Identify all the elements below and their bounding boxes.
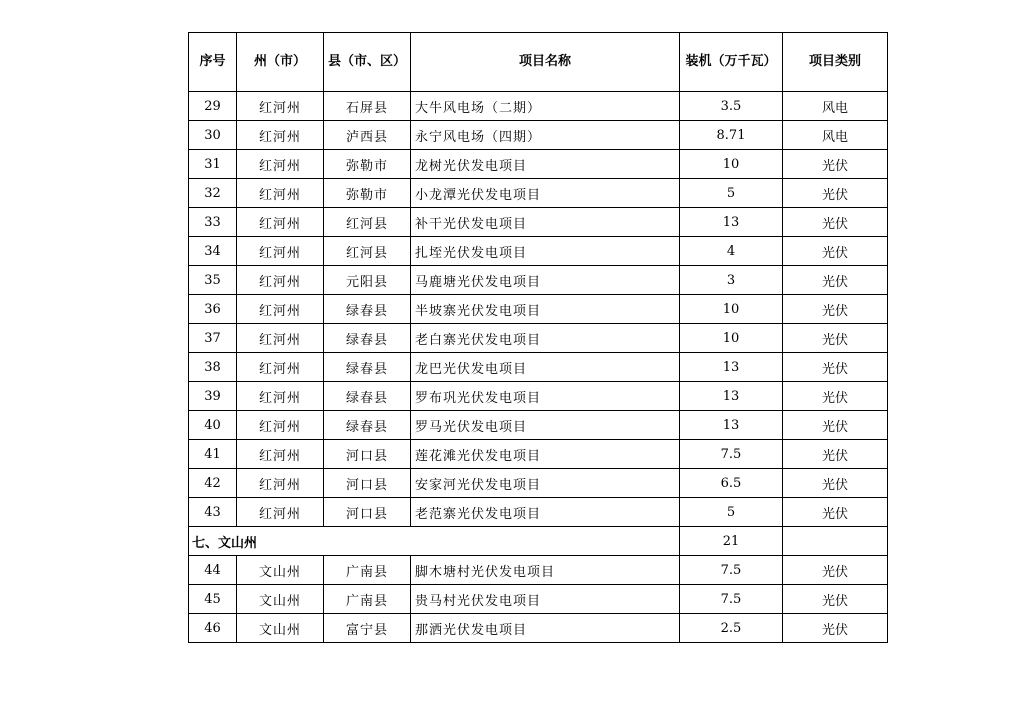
table-row: [189, 324, 888, 353]
header-county: 县（市、区）: [324, 33, 411, 92]
cell-capacity: 7.5: [680, 556, 783, 585]
cell-capacity: 7.5: [680, 585, 783, 614]
cell-county: 泸西县: [324, 121, 411, 150]
cell-category: 光伏: [783, 469, 888, 498]
cell-project-name: 贵马村光伏发电项目: [411, 585, 680, 614]
cell-prefecture: 红河州: [237, 92, 324, 121]
cell-category: 光伏: [783, 266, 888, 295]
cell-prefecture: 文山州: [237, 585, 324, 614]
cell-category: 光伏: [783, 411, 888, 440]
cell-category: 光伏: [783, 179, 888, 208]
cell-seq: 44: [189, 556, 237, 585]
cell-county: 石屏县: [324, 92, 411, 121]
cell-seq: 46: [189, 614, 237, 643]
table-row: [189, 353, 888, 382]
table-row: [189, 614, 888, 643]
cell-capacity: 10: [680, 324, 783, 353]
cell-county: 河口县: [324, 440, 411, 469]
cell-category: 光伏: [783, 382, 888, 411]
cell-prefecture: 红河州: [237, 179, 324, 208]
cell-prefecture: 文山州: [237, 614, 324, 643]
cell-project-name: 半坡寨光伏发电项目: [411, 295, 680, 324]
cell-prefecture: 红河州: [237, 353, 324, 382]
cell-county: 绿春县: [324, 353, 411, 382]
cell-project-name: 莲花滩光伏发电项目: [411, 440, 680, 469]
cell-category: 风电: [783, 92, 888, 121]
table-row: [189, 440, 888, 469]
cell-prefecture: 红河州: [237, 440, 324, 469]
cell-seq: 36: [189, 295, 237, 324]
cell-capacity: 13: [680, 353, 783, 382]
cell-capacity: 2.5: [680, 614, 783, 643]
cell-category: 光伏: [783, 208, 888, 237]
cell-capacity: 10: [680, 150, 783, 179]
cell-project-name: 老范寨光伏发电项目: [411, 498, 680, 527]
cell-county: 绿春县: [324, 324, 411, 353]
cell-county: 广南县: [324, 585, 411, 614]
cell-capacity: 5: [680, 498, 783, 527]
cell-prefecture: 红河州: [237, 150, 324, 179]
cell-category: 风电: [783, 121, 888, 150]
table-row: [189, 556, 888, 585]
cell-project-name: 老白寨光伏发电项目: [411, 324, 680, 353]
table-row: [189, 208, 888, 237]
cell-project-name: 安家河光伏发电项目: [411, 469, 680, 498]
cell-prefecture: 文山州: [237, 556, 324, 585]
table-row: [189, 92, 888, 121]
cell-category: 光伏: [783, 585, 888, 614]
header-seq: 序号: [189, 33, 237, 92]
cell-county: 红河县: [324, 208, 411, 237]
cell-capacity: 13: [680, 411, 783, 440]
cell-seq: 39: [189, 382, 237, 411]
cell-project-name: 永宁风电场（四期）: [411, 121, 680, 150]
cell-prefecture: 红河州: [237, 266, 324, 295]
cell-project-name: 扎垤光伏发电项目: [411, 237, 680, 266]
cell-project-name: 那洒光伏发电项目: [411, 614, 680, 643]
table-row: [189, 382, 888, 411]
cell-category: 光伏: [783, 295, 888, 324]
cell-capacity: 13: [680, 382, 783, 411]
cell-county: 河口县: [324, 469, 411, 498]
cell-category: 光伏: [783, 614, 888, 643]
cell-seq: 34: [189, 237, 237, 266]
cell-capacity: 10: [680, 295, 783, 324]
header-category: 项目类别: [783, 33, 888, 92]
cell-prefecture: 红河州: [237, 498, 324, 527]
section-row: [189, 527, 888, 556]
cell-seq: 33: [189, 208, 237, 237]
header-prefecture: 州（市）: [237, 33, 324, 92]
cell-seq: 32: [189, 179, 237, 208]
cell-prefecture: 红河州: [237, 121, 324, 150]
cell-project-name: 龙巴光伏发电项目: [411, 353, 680, 382]
table-row: [189, 411, 888, 440]
cell-capacity: 8.71: [680, 121, 783, 150]
cell-county: 富宁县: [324, 614, 411, 643]
cell-capacity: 6.5: [680, 469, 783, 498]
cell-county: 元阳县: [324, 266, 411, 295]
cell-county: 弥勒市: [324, 179, 411, 208]
cell-county: 绿春县: [324, 411, 411, 440]
cell-capacity: 13: [680, 208, 783, 237]
cell-seq: 37: [189, 324, 237, 353]
cell-project-name: 马鹿塘光伏发电项目: [411, 266, 680, 295]
project-table: [188, 32, 888, 643]
cell-prefecture: 红河州: [237, 382, 324, 411]
cell-project-name: 大牛风电场（二期）: [411, 92, 680, 121]
cell-seq: 31: [189, 150, 237, 179]
cell-project-name: 小龙潭光伏发电项目: [411, 179, 680, 208]
cell-county: 广南县: [324, 556, 411, 585]
cell-category: 光伏: [783, 324, 888, 353]
table-row: [189, 585, 888, 614]
cell-project-name: 补干光伏发电项目: [411, 208, 680, 237]
table-row: [189, 121, 888, 150]
cell-prefecture: 红河州: [237, 295, 324, 324]
cell-capacity: 5: [680, 179, 783, 208]
table-row: [189, 266, 888, 295]
cell-county: 绿春县: [324, 382, 411, 411]
table-row: [189, 179, 888, 208]
cell-prefecture: 红河州: [237, 469, 324, 498]
cell-capacity: 4: [680, 237, 783, 266]
cell-prefecture: 红河州: [237, 208, 324, 237]
cell-category: 光伏: [783, 556, 888, 585]
table-row: [189, 237, 888, 266]
cell-category: 光伏: [783, 440, 888, 469]
cell-seq: 40: [189, 411, 237, 440]
cell-county: 绿春县: [324, 295, 411, 324]
cell-seq: 35: [189, 266, 237, 295]
cell-capacity: 3: [680, 266, 783, 295]
cell-seq: 38: [189, 353, 237, 382]
cell-project-name: 罗马光伏发电项目: [411, 411, 680, 440]
cell-project-name: 脚木塘村光伏发电项目: [411, 556, 680, 585]
table-row: [189, 469, 888, 498]
cell-category: 光伏: [783, 237, 888, 266]
table-row: [189, 295, 888, 324]
section-category: [783, 527, 888, 556]
cell-seq: 30: [189, 121, 237, 150]
cell-category: 光伏: [783, 498, 888, 527]
header-project-name: 项目名称: [411, 33, 680, 92]
table-row: [189, 150, 888, 179]
table-body: [189, 92, 888, 643]
cell-project-name: 罗布巩光伏发电项目: [411, 382, 680, 411]
cell-county: 弥勒市: [324, 150, 411, 179]
table-row: [189, 498, 888, 527]
cell-prefecture: 红河州: [237, 411, 324, 440]
cell-seq: 29: [189, 92, 237, 121]
cell-category: 光伏: [783, 353, 888, 382]
cell-capacity: 7.5: [680, 440, 783, 469]
cell-prefecture: 红河州: [237, 324, 324, 353]
cell-seq: 43: [189, 498, 237, 527]
cell-county: 河口县: [324, 498, 411, 527]
section-capacity: 21: [680, 527, 783, 556]
header-row: [189, 33, 888, 92]
cell-category: 光伏: [783, 150, 888, 179]
header-capacity: 装机（万千瓦）: [680, 33, 783, 92]
cell-seq: 45: [189, 585, 237, 614]
cell-county: 红河县: [324, 237, 411, 266]
cell-project-name: 龙树光伏发电项目: [411, 150, 680, 179]
cell-seq: 41: [189, 440, 237, 469]
cell-seq: 42: [189, 469, 237, 498]
section-title: 七、文山州: [189, 527, 680, 556]
cell-prefecture: 红河州: [237, 237, 324, 266]
cell-capacity: 3.5: [680, 92, 783, 121]
